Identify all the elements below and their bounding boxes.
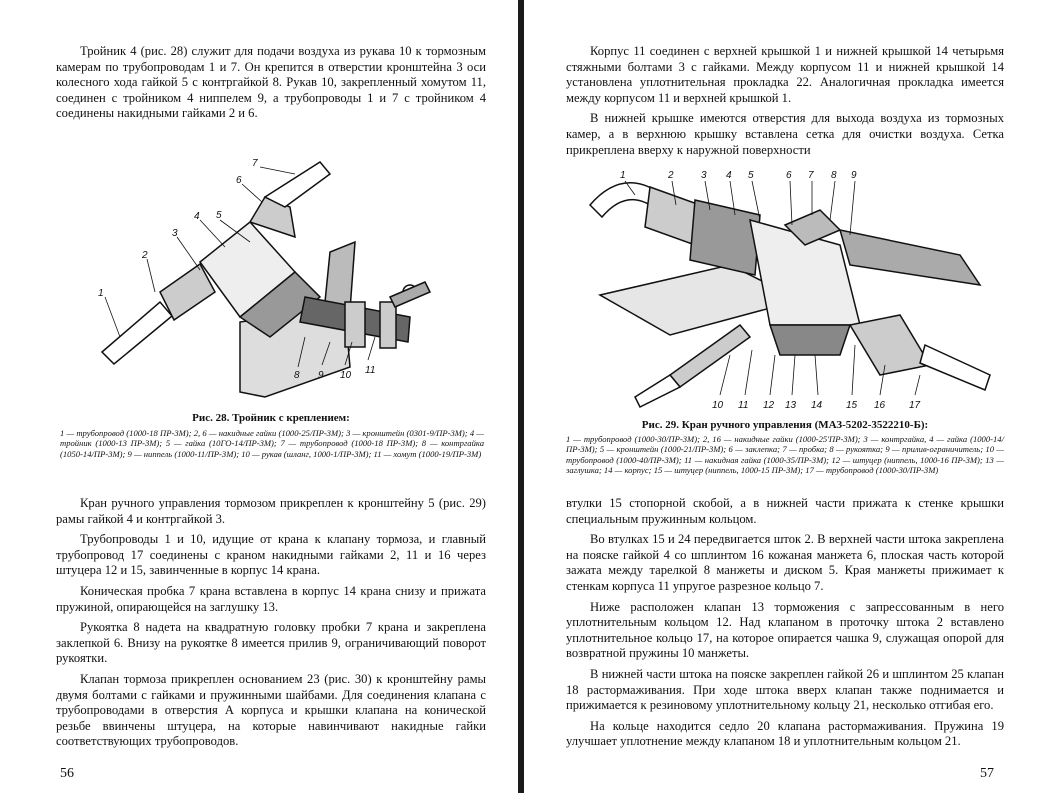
figure-label: 13 — [785, 400, 797, 411]
paragraph: Тройник 4 (рис. 28) служит для подачи воздуха из рукава 10 к тормозным камерам по трубопроводам 1 и 7. Он крепится в отверстии кронштейна 3 оси колесного хода гайкой 5 с контргайкой 8. Рукав 10, закрепленный хомутом 11, соединен с тройником 4 ниппелем 9, а трубопроводы 1 и 7 с тройником 4 соединены накидными гайками 2 и 6. — [56, 44, 486, 121]
figure-label: 5 — [748, 170, 754, 181]
figure-label: 15 — [846, 400, 858, 411]
paragraph: Во втулках 15 и 24 передвигается шток 2. В верхней части штока закреплена на пояске гайкой 4 со шплинтом 16 кожаная манжета 6, плоская часть которой зажата между тарелкой 8 манжеты и диском 5. Края манжеты прижимает к стенкам корпуса 11 упругое разрезное кольцо 7. — [566, 532, 1004, 593]
paragraph: В нижней части штока на пояске закреплен гайкой 26 и шплинтом 25 клапан 18 растормаживания. При ходе штока вверх клапан также поднимается и прижимается к резиновому уплотнительному кольцу 21, несколько отгибая его. — [566, 666, 1004, 713]
left-body-text — [56, 496, 486, 755]
figure-label: 5 — [216, 210, 222, 221]
paragraph: На кольце находится седло 20 клапана растормаживания. Пружина 19 улучшает уплотнение между клапаном 18 и уплотнительным кольцом 21. — [566, 718, 1004, 749]
right-top-text — [566, 44, 1004, 163]
paragraph: Трубопроводы 1 и 10, идущие от крана к клапану тормоза, и главный трубопровод 17 соединены с краном накидными гайками 2, 11 и 16 через штуцера 12 и 15, завинченные в корпус 14 крана. — [56, 532, 486, 578]
figure-label: 1 — [98, 288, 104, 299]
figure-label: 16 — [874, 400, 886, 411]
figure-label: 9 — [851, 170, 857, 181]
paragraph: Корпус 11 соединен с верхней крышкой 1 и нижней крышкой 14 четырьмя стяжными болтами 3 с гайками. Между корпусом 11 и нижней крышкой 14 установлена уплотнительная прокладка 22. Аналогичная прокладка имеется между корпусом 11 и верхней крышкой 1. — [566, 44, 1004, 105]
paragraph: Рукоятка 8 надета на квадратную головку пробки 7 крана и закреплена заклепкой 6. Внизу на рукоятке 8 имеется прилив 9, ограничивающий поворот рукоятки. — [56, 620, 486, 666]
figure-label: 6 — [236, 175, 242, 186]
figure-caption-legend: 1 — трубопровод (1000-18 ПР-3М); 2, 6 — накидные гайки (1000-25/ПР-3М); 3 — кронштейн (0301-9/ПР-3М); 4 — тройник (1000-13 ПР-3М); 5 — гайка (10ГО-14/ПР-3М); 7 — трубопровод (1000-18 ПР-3М); 8 — контргайка (1050-14/ПР-3М); 9 — ниппель (1000-11/ПР-3М); 10 — рукав (шланг, 1000-1/ПР-3М); 11 — хомут (1000-19/ПР-3М) — [60, 428, 484, 459]
page-number: 56 — [60, 766, 74, 781]
figure-caption-title: Рис. 29. Кран ручного управления (МАЗ-5202-3522210-Б): — [641, 419, 929, 431]
page-number: 57 — [980, 766, 994, 781]
figure-label: 2 — [142, 250, 148, 261]
right-page — [540, 0, 1060, 793]
figure-label: 4 — [194, 211, 200, 222]
figure-label: 11 — [738, 400, 749, 411]
figure-label: 12 — [763, 400, 775, 411]
figure-label: 9 — [318, 370, 324, 381]
figure-label: 4 — [726, 170, 732, 181]
figure-label: 7 — [252, 158, 258, 169]
hand-brake-valve-illustration — [580, 165, 1000, 415]
figure-label: 17 — [909, 400, 921, 411]
figure-label: 6 — [786, 170, 792, 181]
left-top-text — [56, 44, 486, 127]
left-page — [0, 0, 520, 793]
figure-label: 3 — [172, 228, 178, 239]
figure-label: 3 — [701, 170, 707, 181]
paragraph: В нижней крышке имеются отверстия для выхода воздуха из тормозных камер, а в верхнюю крышку вставлена сетка для очистки воздуха. Сетка прикреплена вверху к наружной поверхности — [566, 111, 1004, 157]
paragraph: втулки 15 стопорной скобой, а в нижней части прижата к стенке крышки специальным пружинным кольцом. — [566, 496, 1004, 526]
figure-label: 10 — [712, 400, 724, 411]
figure-label: 2 — [668, 170, 674, 181]
figure-label: 10 — [340, 370, 352, 381]
paragraph: Коническая пробка 7 крана вставлена в корпус 14 крана снизу и прижата пружиной, опирающейся на заглушку 13. — [56, 583, 486, 614]
figure-label: 14 — [811, 400, 823, 411]
figure-label: 8 — [831, 170, 837, 181]
figure-label: 1 — [620, 170, 626, 181]
tee-fitting-illustration — [90, 152, 460, 402]
right-body-text — [566, 496, 1004, 755]
paragraph: Ниже расположен клапан 13 торможения с запрессованным в него уплотнительным кольцом 12. Над клапаном в проточку штока 2 вставлено уплотнительное кольцо 17, на которое опирается чашка 9, служащая опорой для возвратной пружины 10 манжеты. — [566, 599, 1004, 661]
figure-caption-title: Рис. 28. Тройник с креплением: — [192, 412, 350, 424]
paragraph: Кран ручного управления тормозом прикреплен к кронштейну 5 (рис. 29) рамы гайкой 4 и контргайкой 3. — [56, 496, 486, 526]
paragraph: Клапан тормоза прикреплен основанием 23 (рис. 30) к кронштейну рамы двумя болтами с гайками и пружинными шайбами. Для соединения клапана с трубопроводами в отверстия А корпуса и крышки клапана на конической резьбе ввинчены штуцера, на которые навинчивают накидные гайки соответствующих трубопроводов. — [56, 671, 486, 749]
figure-label: 8 — [294, 370, 300, 381]
figure-label: 11 — [365, 365, 376, 376]
figure-caption-legend: 1 — трубопровод (1000-30/ПР-3М); 2, 16 — накидные гайки (1000-25'ПР-3М); 3 — контргайка, 4 — гайка (1000-14/ПР-3М); 5 — кронштейн (1000-21/ПР-3М); 6 — заклепка; 7 — пробка; 8 — рукоятка; 9 — прилив-ограничитель; 10 — трубопровод (1000-40/ПР-3М); 11 — накидная гайка (1000-35/ПР-3М); 12 — штуцер (ниппель, 1000-16 ПР-3М); 13 — заглушка; 14 — корпус; 15 — штуцер (ниппель, 1000-15 ПР-3М); 17 — трубопровод (1000-30/ПР-3М) — [566, 434, 1004, 476]
figure-label: 7 — [808, 170, 814, 181]
